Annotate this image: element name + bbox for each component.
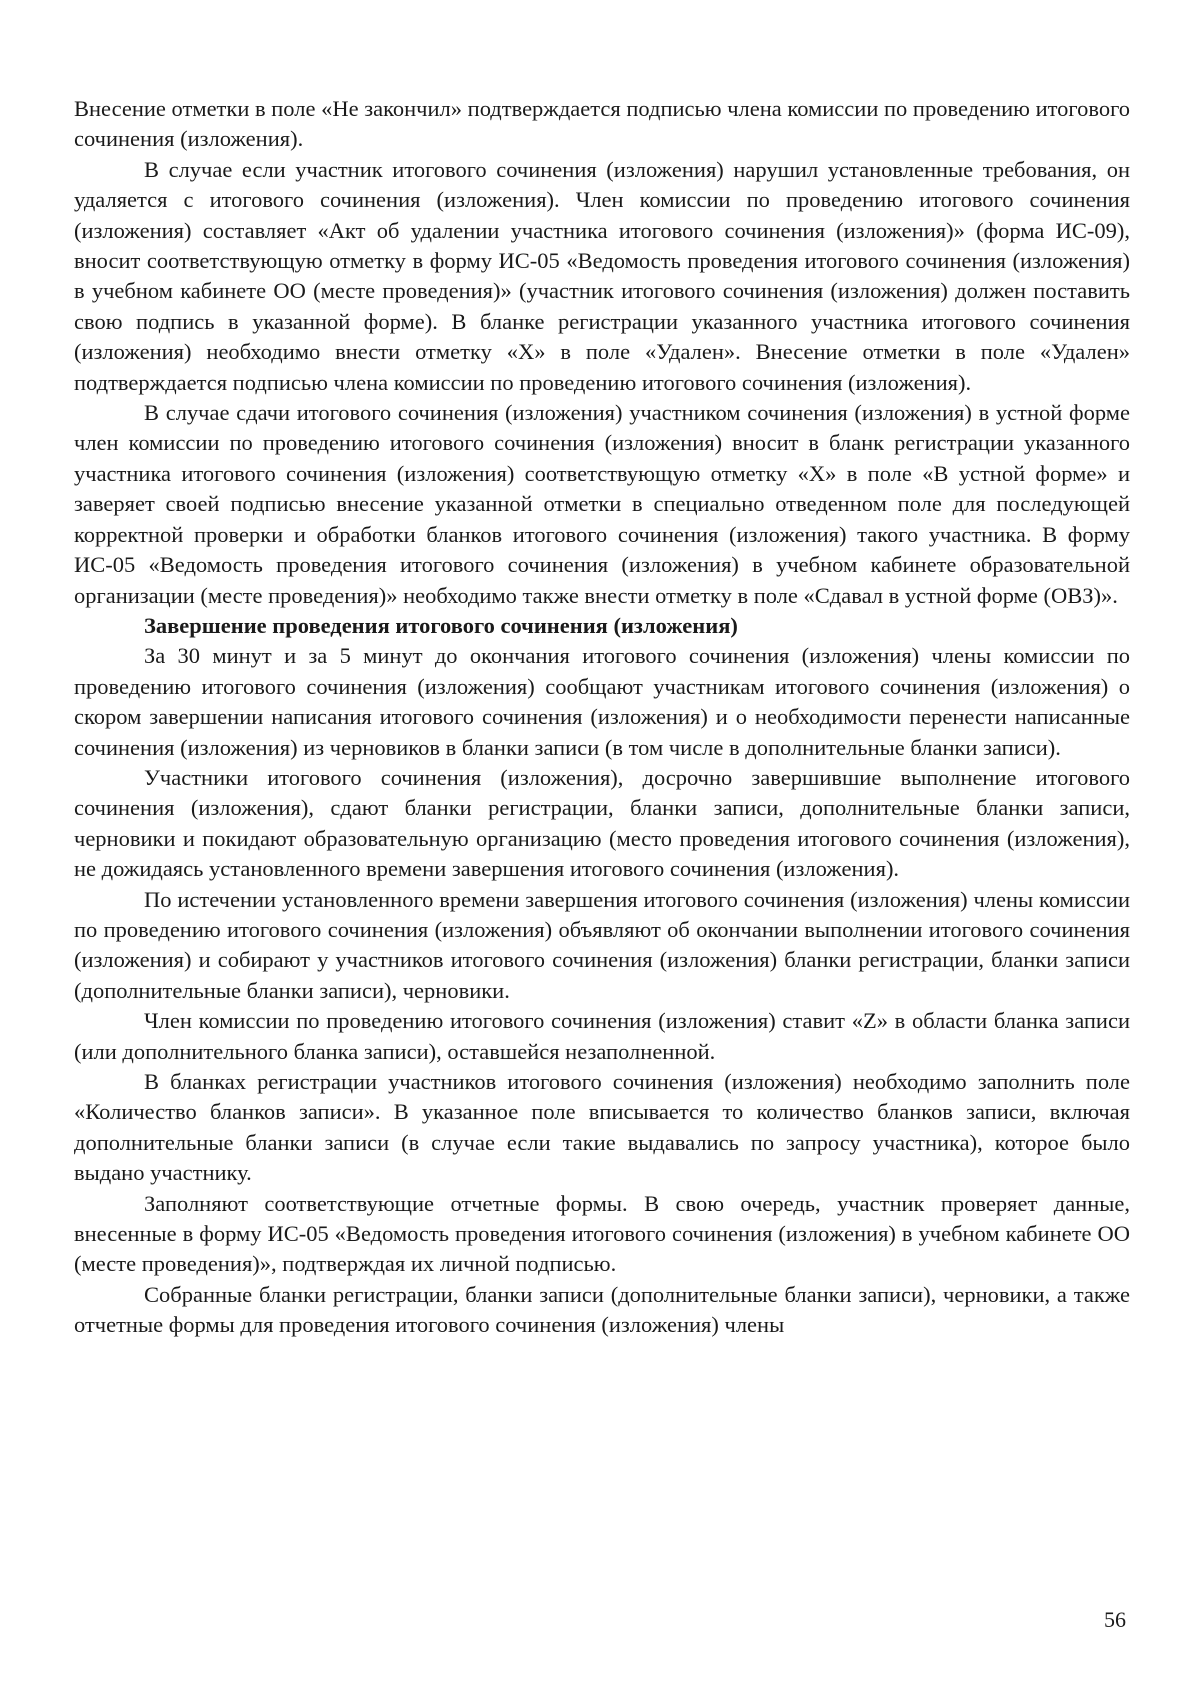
document-body [74, 94, 1130, 1341]
paragraph-6: По истечении установленного времени завершения итогового сочинения (изложения) члены комиссии по проведению итогового сочинения (изложения) объявляют об окончании выполнении итогового сочинения (изложения) и собирают у участников итогового сочинения (изложения) бланки регистрации, бланки записи (дополнительные бланки записи), черновики. [74, 886, 1130, 1003]
paragraph-4: За 30 минут и за 5 минут до окончания итогового сочинения (изложения) члены комиссии по проведению итогового сочинения (изложения) сообщают участникам итогового сочинения (изложения) о скором завершении написания итогового сочинения (изложения) и о необходимости перенести написанные сочинения (изложения) из черновиков в бланки записи (в том числе в дополнительные бланки записи). [74, 643, 1130, 760]
paragraph-2: В случае если участник итогового сочинения (изложения) нарушил установленные требования, он удаляется с итогового сочинения (изложения). Член комиссии по проведению итогового сочинения (изложения) составляет «Акт об удалении участника итогового сочинения (изложения)» (форма ИС-09), вносит соответствующую отметку в форму ИС-05 «Ведомость проведения итогового сочинения (изложения) в учебном кабинете ОО (месте проведения)» (участник итогового сочинения (изложения) должен поставить свою подпись в указанной форме). В бланке регистрации указанного участника итогового сочинения (изложения) необходимо внести отметку «X» в поле «Удален». Внесение отметки в поле «Удален» подтверждается подписью члена комиссии по проведению итогового сочинения (изложения). [74, 156, 1130, 395]
section-heading: Завершение проведения итогового сочинения (изложения) [144, 612, 738, 638]
paragraph-5: Участники итогового сочинения (изложения), досрочно завершившие выполнение итогового сочинения (изложения), сдают бланки регистрации, бланки записи, дополнительные бланки записи, черновики и покидают образовательную организацию (место проведения итогового сочинения (изложения), не дожидаясь установленного времени завершения итогового сочинения (изложения). [74, 764, 1130, 882]
paragraph-8: В бланках регистрации участников итогового сочинения (изложения) необходимо заполнить поле «Количество бланков записи». В указанное поле вписывается то количество бланков записи, включая дополнительные бланки записи (в случае если такие выдавались по запросу участника), которое было выдано участнику. [74, 1069, 1130, 1186]
page-number: 56 [1104, 1607, 1126, 1632]
paragraph-10: Собранные бланки регистрации, бланки записи (дополнительные бланки записи), черновики, а также отчетные формы для проведения итогового сочинения (изложения) члены [74, 1281, 1130, 1338]
paragraph-3: В случае сдачи итогового сочинения (изложения) участником сочинения (изложения) в устной форме член комиссии по проведению итогового сочинения (изложения) вносит в бланк регистрации указанного участника итогового сочинения (изложения) соответствующую отметку «X» в поле «В устной форме» и заверяет своей подписью внесение указанной отметки в специально отведенном поле для последующей корректной проверки и обработки бланков итогового сочинения (изложения) такого участника. В форму ИС-05 «Ведомость проведения итогового сочинения (изложения) в учебном кабинете образовательной организации (месте проведения)» необходимо также внести отметку в поле «Сдавал в устной форме (ОВЗ)». [74, 400, 1130, 608]
paragraph-7: Член комиссии по проведению итогового сочинения (изложения) ставит «Z» в области бланка записи (или дополнительного бланка записи), оставшейся незаполненной. [74, 1008, 1130, 1064]
paragraph-1: Внесение отметки в поле «Не закончил» подтверждается подписью члена комиссии по проведению итогового сочинения (изложения). [74, 96, 1130, 152]
paragraph-9: Заполняют соответствующие отчетные формы. В свою очередь, участник проверяет данные, внесенные в форму ИС-05 «Ведомость проведения итогового сочинения (изложения) в учебном кабинете ОО (месте проведения)», подтверждая их личной подписью. [74, 1190, 1130, 1277]
